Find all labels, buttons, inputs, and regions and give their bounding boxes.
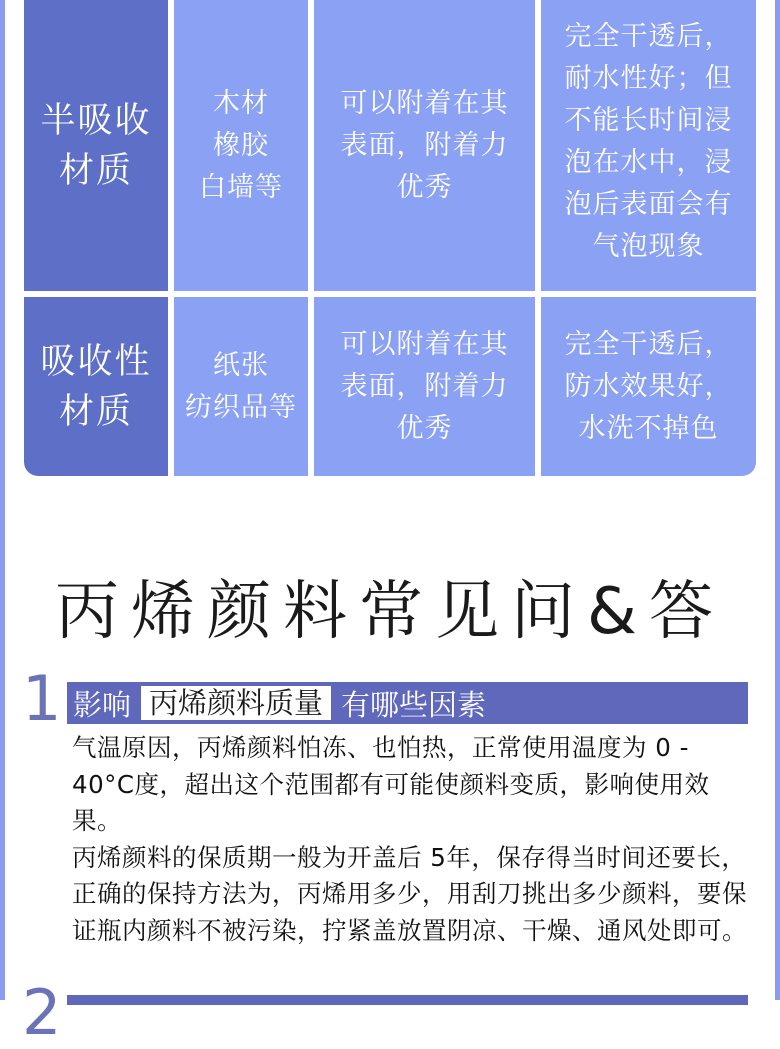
row-2-examples: 纸张 纺织品等 [174,297,308,476]
row-2-material: 吸收性 材质 [24,297,168,476]
question-number: 1 [22,662,62,735]
row-1-adhesion: 可以附着在其 表面，附着力 优秀 [314,0,535,291]
question-prefix: 影响 [73,687,132,722]
answer-text [72,730,748,949]
material-table [24,0,756,476]
section-title: 丙烯颜料常见问&答 [55,575,725,649]
row-2-effect: 完全干透后， 防水效果好， 水洗不掉色 [541,297,756,476]
question-bar [67,682,748,724]
question-bar [67,995,748,1005]
answer-paragraph: 气温原因，丙烯颜料怕冻、也怕热，正常使用温度为 0 - 40°C度，超出这个范围都有可能使颜料变质，影响使用效果。 [72,733,710,835]
question-number: 2 [22,976,62,1049]
question-highlight: 丙烯颜料质量 [141,686,331,720]
row-1-examples: 木材 橡胶 白墙等 [174,0,308,291]
row-1-effect: 完全干透后， 耐水性好；但 不能长时间浸 泡在水中，浸 泡后表面会有 气泡现象 [541,0,756,291]
row-1-material: 半吸收 材质 [24,0,168,291]
row-2-adhesion: 可以附着在其 表面，附着力 优秀 [314,297,535,476]
question-suffix: 有哪些因素 [341,687,487,722]
answer-paragraph: 丙烯颜料的保质期一般为开盖后 5年，保存得当时间还要长，正确的保持方法为，丙烯用多少，用刮刀挑出多少颜料，要保证瓶内颜料不被污染，拧紧盖放置阴凉、干燥、通风处即可。 [72,842,747,945]
